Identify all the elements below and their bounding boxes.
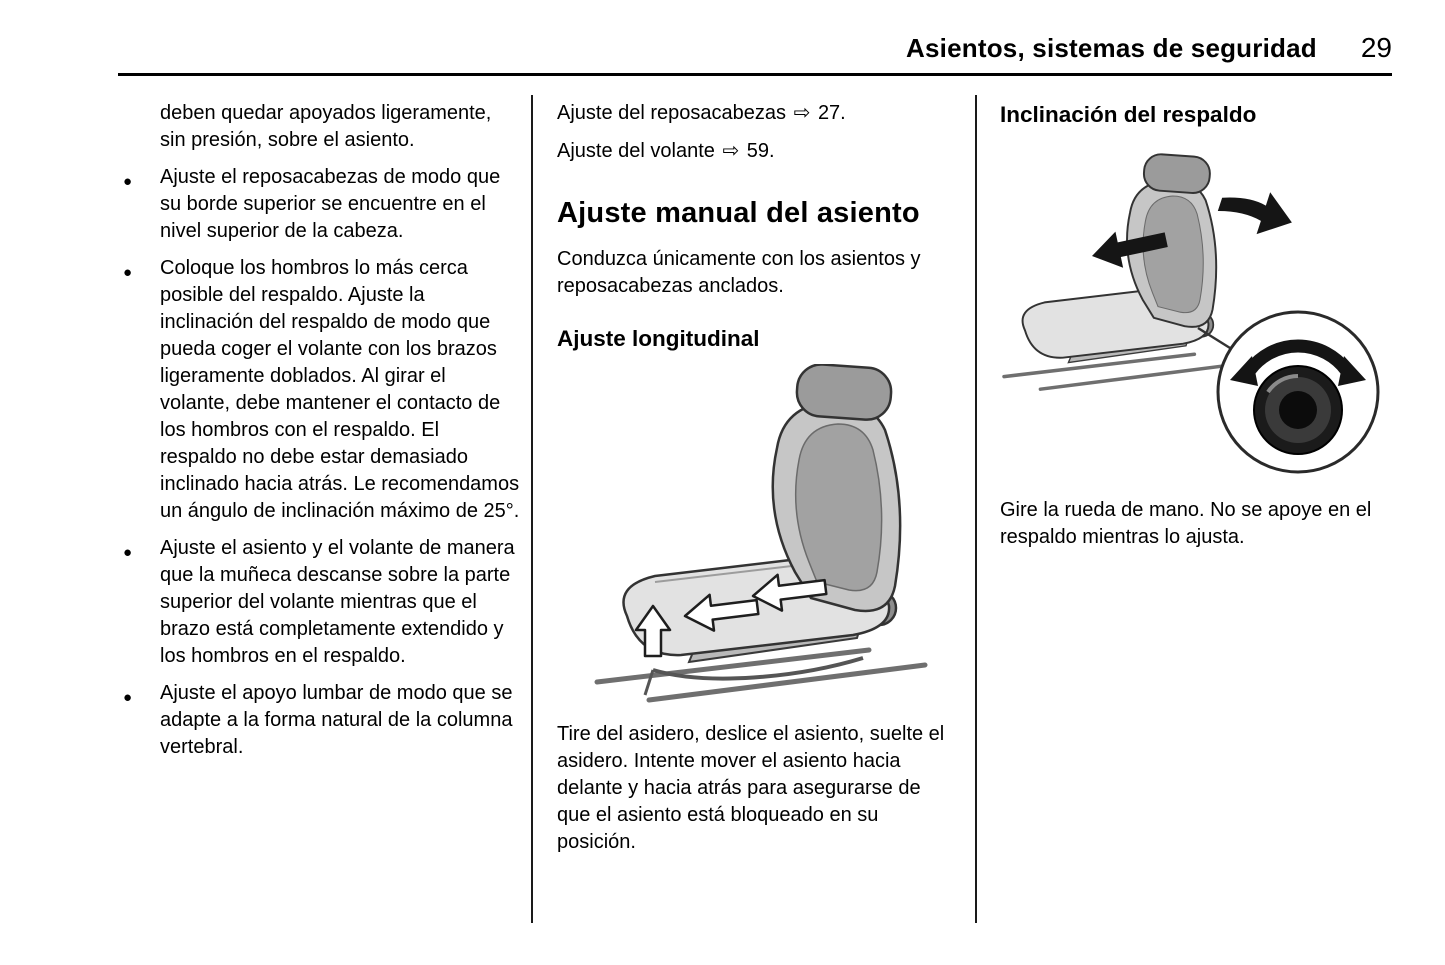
subsection-heading: Inclinación del respaldo <box>1000 102 1257 127</box>
page-reference-arrow-icon: ⇨ <box>793 102 811 124</box>
figure-caption: Gire la rueda de mano. No se apoye en el respaldo mientras lo ajusta. <box>1000 499 1372 548</box>
section-heading: Ajuste manual del asiento <box>557 197 920 229</box>
page-header <box>118 0 1392 76</box>
page-number: 29 <box>1360 32 1392 63</box>
bullet-marker: ● <box>123 264 133 281</box>
cross-reference <box>557 138 959 165</box>
bullet-marker: ● <box>123 544 133 561</box>
seat-recline-figure <box>1000 140 1392 485</box>
handwheel-knob <box>1254 366 1342 454</box>
bullet-marker: ● <box>123 173 133 190</box>
seat-longitudinal-illustration <box>557 364 955 709</box>
list-item-text: Ajuste el apoyo lumbar de modo que se adapte a la forma natural de la columna vertebral. <box>160 682 513 758</box>
subsection-heading: Ajuste longitudinal <box>557 326 760 351</box>
cross-reference <box>557 100 959 127</box>
seat-headrest <box>795 364 892 421</box>
list-item <box>120 535 520 670</box>
figure-caption: Tire del asidero, deslice el asiento, suelte el asidero. Intente mover el asiento hacia delante y hacia atrás para asegurarse de que el asiento está bloqueado en su posición. <box>557 723 945 853</box>
seat-slide-figure <box>557 364 959 709</box>
section-title: Asientos, sistemas de seguridad <box>906 33 1317 63</box>
left-column <box>120 100 520 771</box>
seat-drawing <box>1004 153 1234 389</box>
recline-back-arrow-icon <box>1215 179 1299 244</box>
list-item-text: Ajuste el asiento y el volante de manera que la muñeca descanse sobre la parte superior del volante mientras que el brazo está completamente extendido y los hombros en el respaldo. <box>160 537 515 667</box>
column-divider-left <box>531 95 533 923</box>
list-item <box>120 680 520 761</box>
bullet-list <box>120 164 520 761</box>
cross-reference-page: 27. <box>817 102 846 124</box>
bullet-marker: ● <box>123 689 133 706</box>
paragraph: Conduzca únicamente con los asientos y reposacabezas anclados. <box>557 248 921 297</box>
column-divider-right <box>975 95 977 923</box>
list-item-text: Coloque los hombros lo más cerca posible del respaldo. Ajuste la inclinación del respaldo de modo que pueda coger el volante con los brazos ligeramente doblados. Al girar el volante, debe mantener el contacto de los hombros con el respaldo. El respaldo no debe estar demasiado inclinado hacia atrás. Le recomendamos un ángulo de inclinación máximo de 25°. <box>160 257 520 522</box>
cross-reference-label: Ajuste del reposacabezas <box>557 102 787 124</box>
list-item-text: Ajuste el reposacabezas de modo que su borde superior se encuentre en el nivel superior de la cabeza. <box>160 166 501 242</box>
middle-column <box>557 100 959 866</box>
cross-reference-label: Ajuste del volante <box>557 140 715 162</box>
continuation-paragraph: deben quedar apoyados ligeramente, sin presión, sobre el asiento. <box>160 102 492 151</box>
list-item <box>120 255 520 525</box>
right-column <box>1000 100 1392 561</box>
page-reference-arrow-icon: ⇨ <box>722 140 740 162</box>
list-item <box>120 164 520 245</box>
cross-reference-page: 59. <box>746 140 775 162</box>
seat-recline-illustration <box>1000 140 1392 485</box>
